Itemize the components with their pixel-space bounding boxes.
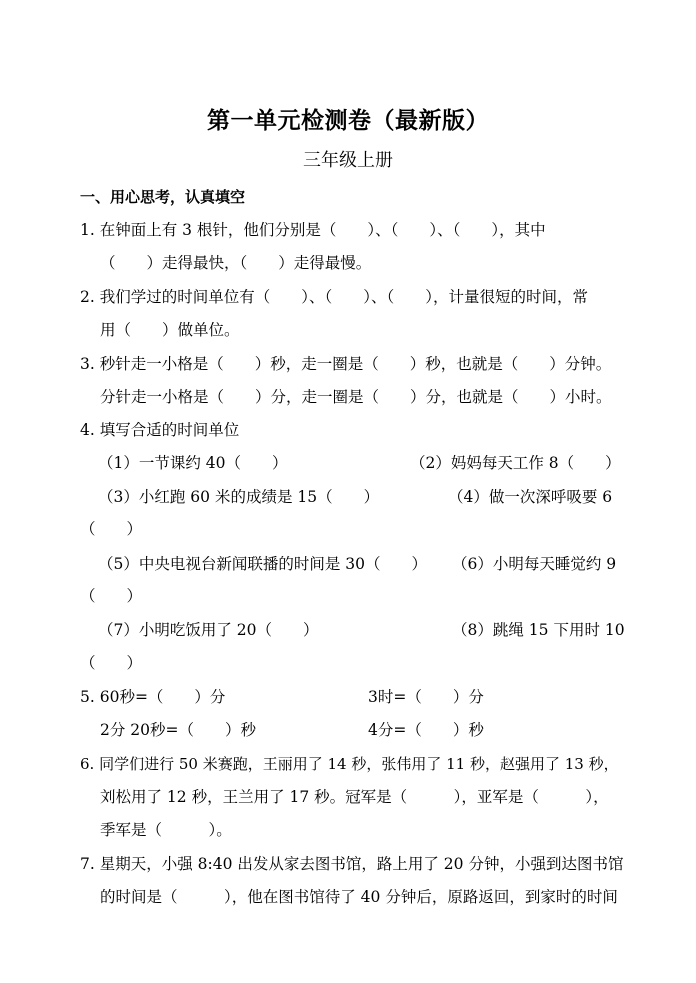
question-4-item-5: （5）中央电视台新闻联播的时间是 30（ ） bbox=[98, 555, 428, 573]
question-7-line-2: 的时间是（ ），他在图书馆待了 40 分钟后，原路返回，到家时的时间 bbox=[100, 888, 618, 906]
question-4-item-4: （4）做一次深呼吸要 6 bbox=[448, 488, 613, 506]
question-2-line-2: 用（ ）做单位。 bbox=[100, 321, 240, 339]
question-5-a: 5. 60秒=（ ）分 bbox=[80, 688, 226, 706]
question-4-item-1: （1）一节课约 40（ ） bbox=[98, 454, 288, 472]
question-7-line-1: 7. 星期天，小强 8:40 出发从家去图书馆，路上用了 20 分钟，小强到达图书馆 bbox=[80, 855, 624, 873]
question-4-item-2: （2）妈妈每天工作 8（ ） bbox=[410, 454, 621, 472]
question-5-c: 2分 20秒=（ ）秒 bbox=[100, 721, 256, 739]
question-5-d: 4分=（ ）秒 bbox=[368, 721, 484, 739]
page-title: 第一单元检测卷（最新版） bbox=[207, 108, 489, 134]
question-4-item-4-blank: （ ） bbox=[80, 520, 143, 538]
question-4-item-8-blank: （ ） bbox=[80, 654, 143, 672]
question-4-item-3: （3）小红跑 60 米的成绩是 15（ ） bbox=[98, 488, 380, 506]
page-subtitle: 三年级上册 bbox=[303, 150, 393, 171]
question-4-item-8: （8）跳绳 15 下用时 10 bbox=[452, 621, 625, 639]
question-6-line-2: 刘松用了 12 秒，王兰用了 17 秒。冠军是（ ），亚军是（ ）， bbox=[100, 788, 609, 806]
question-4-item-6-blank: （ ） bbox=[80, 587, 143, 605]
question-6-line-3: 季军是（ ）。 bbox=[100, 821, 232, 839]
section-heading: 一、用心思考，认真填空 bbox=[80, 188, 246, 206]
question-4-heading: 4. 填写合适的时间单位 bbox=[80, 421, 240, 439]
question-5-b: 3时=（ ）分 bbox=[368, 688, 484, 706]
question-3-line-2: 分针走一小格是（ ）分，走一圈是（ ）分，也就是（ ）小时。 bbox=[100, 388, 612, 406]
question-1-line-2: （ ）走得最快，（ ）走得最慢。 bbox=[100, 254, 372, 272]
question-1-line-1: 1. 在钟面上有 3 根针，他们分别是（ ）、（ ）、（ ），其中 bbox=[80, 221, 546, 239]
question-6-line-1: 6. 同学们进行 50 米赛跑，王丽用了 14 秒，张伟用了 11 秒，赵强用了 13 秒， bbox=[80, 755, 619, 773]
question-4-item-7: （7）小明吃饭用了 20（ ） bbox=[98, 621, 319, 639]
question-2-line-1: 2. 我们学过的时间单位有（ ）、（ ）、（ ），计量很短的时间，常 bbox=[80, 288, 588, 306]
question-3-line-1: 3. 秒针走一小格是（ ）秒，走一圈是（ ）秒，也就是（ ）分钟。 bbox=[80, 355, 612, 373]
question-4-item-6: （6）小明每天睡觉约 9 bbox=[452, 555, 617, 573]
